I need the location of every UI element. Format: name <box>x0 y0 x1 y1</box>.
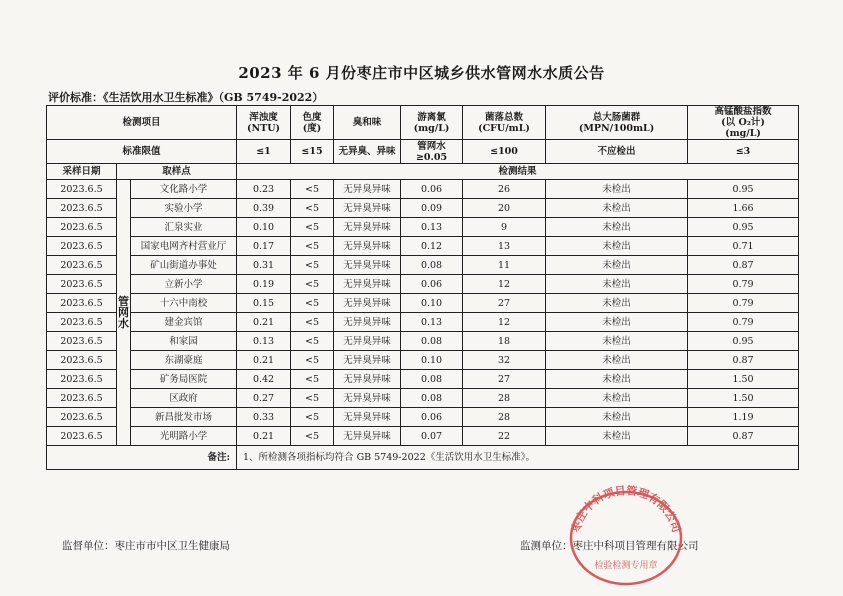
bacteria-value: 18 <box>463 332 546 351</box>
chlorine-value: 0.08 <box>401 370 463 389</box>
sampling-point: 文化路小学 <box>131 180 237 199</box>
odor-value: 无异臭异味 <box>334 180 401 199</box>
turbidity-value: 0.33 <box>237 408 291 427</box>
subheader-date: 采样日期 <box>47 164 117 180</box>
bacteria-value: 13 <box>463 237 546 256</box>
limit-chlorine: 管网水 ≥0.05 <box>401 140 463 164</box>
turbidity-value: 0.10 <box>237 218 291 237</box>
coliform-value: 未检出 <box>546 275 688 294</box>
table-row <box>47 199 799 218</box>
color-value: <5 <box>291 408 334 427</box>
odor-value: 无异臭异味 <box>334 275 401 294</box>
sampling-point: 东湖豪庭 <box>131 351 237 370</box>
sampling-point: 汇泉实业 <box>131 218 237 237</box>
permanganate-value: 0.87 <box>688 427 799 446</box>
sampling-point: 和家园 <box>131 332 237 351</box>
sampling-point: 矿务局医院 <box>131 370 237 389</box>
sample-date: 2023.6.5 <box>47 427 117 446</box>
permanganate-value: 0.95 <box>688 180 799 199</box>
table-row <box>47 351 799 370</box>
bacteria-value: 32 <box>463 351 546 370</box>
color-value: <5 <box>291 294 334 313</box>
bacteria-value: 11 <box>463 256 546 275</box>
chlorine-value: 0.08 <box>401 332 463 351</box>
color-value: <5 <box>291 332 334 351</box>
chlorine-value: 0.10 <box>401 294 463 313</box>
header-chlorine: 游离氯 (mg/L) <box>401 106 463 140</box>
coliform-value: 未检出 <box>546 427 688 446</box>
coliform-value: 未检出 <box>546 237 688 256</box>
sample-date: 2023.6.5 <box>47 313 117 332</box>
odor-value: 无异臭异味 <box>334 389 401 408</box>
turbidity-value: 0.15 <box>237 294 291 313</box>
odor-value: 无异臭异味 <box>334 237 401 256</box>
bacteria-value: 20 <box>463 199 546 218</box>
color-value: <5 <box>291 256 334 275</box>
turbidity-value: 0.13 <box>237 332 291 351</box>
permanganate-value: 0.95 <box>688 332 799 351</box>
sampling-point: 区政府 <box>131 389 237 408</box>
odor-value: 无异臭异味 <box>334 199 401 218</box>
turbidity-value: 0.27 <box>237 389 291 408</box>
permanganate-value: 0.71 <box>688 237 799 256</box>
sample-date: 2023.6.5 <box>47 370 117 389</box>
color-value: <5 <box>291 313 334 332</box>
chlorine-value: 0.13 <box>401 218 463 237</box>
sampling-point: 十六中南校 <box>131 294 237 313</box>
color-value: <5 <box>291 237 334 256</box>
color-value: <5 <box>291 218 334 237</box>
table-row <box>47 237 799 256</box>
color-value: <5 <box>291 199 334 218</box>
sampling-point: 建金宾馆 <box>131 313 237 332</box>
coliform-value: 未检出 <box>546 256 688 275</box>
color-value: <5 <box>291 275 334 294</box>
limit-color: ≤15 <box>291 140 334 164</box>
sample-date: 2023.6.5 <box>47 294 117 313</box>
header-odor: 臭和味 <box>334 106 401 140</box>
sample-date: 2023.6.5 <box>47 332 117 351</box>
sampling-point: 国家电网齐村营业厅 <box>131 237 237 256</box>
permanganate-value: 1.50 <box>688 389 799 408</box>
odor-value: 无异臭异味 <box>334 370 401 389</box>
coliform-value: 未检出 <box>546 313 688 332</box>
bacteria-value: 28 <box>463 408 546 427</box>
sample-date: 2023.6.5 <box>47 408 117 427</box>
bacteria-value: 26 <box>463 180 546 199</box>
turbidity-value: 0.23 <box>237 180 291 199</box>
header-turbidity: 浑浊度 (NTU) <box>237 106 291 140</box>
turbidity-value: 0.21 <box>237 427 291 446</box>
color-value: <5 <box>291 180 334 199</box>
supervisor-unit: 监督单位：枣庄市市中区卫生健康局 <box>62 540 230 552</box>
bacteria-value: 27 <box>463 294 546 313</box>
limit-coliform: 不应检出 <box>546 140 688 164</box>
remarks-text: 1、所检测各项指标均符合 GB 5749-2022《生活饮用水卫生标准》。 <box>237 446 799 470</box>
color-value: <5 <box>291 351 334 370</box>
permanganate-value: 1.50 <box>688 370 799 389</box>
sample-date: 2023.6.5 <box>47 275 117 294</box>
table-row <box>47 389 799 408</box>
sample-date: 2023.6.5 <box>47 351 117 370</box>
chlorine-value: 0.07 <box>401 427 463 446</box>
limits-label: 标准限值 <box>47 140 237 164</box>
sampling-point: 实验小学 <box>131 199 237 218</box>
odor-value: 无异臭异味 <box>334 294 401 313</box>
coliform-value: 未检出 <box>546 199 688 218</box>
svg-text:检验检测专用章: 检验检测专用章 <box>594 561 658 571</box>
coliform-value: 未检出 <box>546 218 688 237</box>
odor-value: 无异臭异味 <box>334 427 401 446</box>
header-color: 色度 (度) <box>291 106 334 140</box>
official-seal <box>560 478 690 588</box>
permanganate-value: 0.79 <box>688 275 799 294</box>
chlorine-value: 0.12 <box>401 237 463 256</box>
subheader-results: 检测结果 <box>237 164 799 180</box>
table-row <box>47 275 799 294</box>
subheader-point: 取样点 <box>117 164 237 180</box>
color-value: <5 <box>291 389 334 408</box>
chlorine-value: 0.08 <box>401 256 463 275</box>
bacteria-value: 12 <box>463 313 546 332</box>
bacteria-value: 12 <box>463 275 546 294</box>
sample-date: 2023.6.5 <box>47 256 117 275</box>
chlorine-value: 0.08 <box>401 389 463 408</box>
sampling-point: 立新小学 <box>131 275 237 294</box>
water-quality-table <box>46 105 799 470</box>
remarks-label: 备注: <box>47 446 237 470</box>
turbidity-value: 0.39 <box>237 199 291 218</box>
turbidity-value: 0.17 <box>237 237 291 256</box>
table-row <box>47 256 799 275</box>
header-item: 检测项目 <box>47 106 237 140</box>
header-permanganate: 高锰酸盐指数 (以 O₂计) (mg/L) <box>688 106 799 140</box>
monitor-unit: 监测单位：枣庄中科项目管理有限公司 <box>520 540 699 552</box>
permanganate-value: 1.19 <box>688 408 799 427</box>
table-row <box>47 427 799 446</box>
evaluation-standard: 评价标准：《生活饮用水卫生标准》（GB 5749-2022） <box>48 91 324 104</box>
odor-value: 无异臭异味 <box>334 256 401 275</box>
chlorine-value: 0.13 <box>401 313 463 332</box>
odor-value: 无异臭异味 <box>334 218 401 237</box>
table-row <box>47 218 799 237</box>
header-coliform: 总大肠菌群 (MPN/100mL) <box>546 106 688 140</box>
color-value: <5 <box>291 427 334 446</box>
table-row <box>47 408 799 427</box>
odor-value: 无异臭异味 <box>334 351 401 370</box>
bacteria-value: 22 <box>463 427 546 446</box>
permanganate-value: 0.79 <box>688 294 799 313</box>
turbidity-value: 0.19 <box>237 275 291 294</box>
coliform-value: 未检出 <box>546 408 688 427</box>
limit-bacteria: ≤100 <box>463 140 546 164</box>
limit-odor: 无异臭、异味 <box>334 140 401 164</box>
table-row <box>47 332 799 351</box>
chlorine-value: 0.10 <box>401 351 463 370</box>
sample-date: 2023.6.5 <box>47 180 117 199</box>
sample-date: 2023.6.5 <box>47 218 117 237</box>
table-row <box>47 294 799 313</box>
permanganate-value: 0.87 <box>688 351 799 370</box>
coliform-value: 未检出 <box>546 180 688 199</box>
odor-value: 无异臭异味 <box>334 332 401 351</box>
sampling-point: 新昌批发市场 <box>131 408 237 427</box>
sample-date: 2023.6.5 <box>47 237 117 256</box>
limit-permanganate: ≤3 <box>688 140 799 164</box>
sampling-point: 光明路小学 <box>131 427 237 446</box>
coliform-value: 未检出 <box>546 389 688 408</box>
coliform-value: 未检出 <box>546 370 688 389</box>
document-title: 2023 年 6 月份枣庄市中区城乡供水管网水水质公告 <box>238 64 605 82</box>
chlorine-value: 0.06 <box>401 275 463 294</box>
limit-turbidity: ≤1 <box>237 140 291 164</box>
coliform-value: 未检出 <box>546 351 688 370</box>
category-cell: 管 网 水 <box>117 180 131 446</box>
coliform-value: 未检出 <box>546 294 688 313</box>
odor-value: 无异臭异味 <box>334 408 401 427</box>
permanganate-value: 0.79 <box>688 313 799 332</box>
chlorine-value: 0.09 <box>401 199 463 218</box>
permanganate-value: 0.87 <box>688 256 799 275</box>
table-row <box>47 370 799 389</box>
table-row <box>47 313 799 332</box>
coliform-value: 未检出 <box>546 332 688 351</box>
sample-date: 2023.6.5 <box>47 389 117 408</box>
table-row <box>47 180 799 199</box>
chlorine-value: 0.06 <box>401 180 463 199</box>
color-value: <5 <box>291 370 334 389</box>
turbidity-value: 0.21 <box>237 351 291 370</box>
svg-text:枣庄中科项目管理有限公司: 枣庄中科项目管理有限公司 <box>569 484 683 534</box>
sampling-point: 矿山街道办事处 <box>131 256 237 275</box>
bacteria-value: 27 <box>463 370 546 389</box>
permanganate-value: 1.66 <box>688 199 799 218</box>
header-bacteria: 菌落总数 (CFU/mL) <box>463 106 546 140</box>
turbidity-value: 0.21 <box>237 313 291 332</box>
sample-date: 2023.6.5 <box>47 199 117 218</box>
chlorine-value: 0.06 <box>401 408 463 427</box>
bacteria-value: 9 <box>463 218 546 237</box>
turbidity-value: 0.42 <box>237 370 291 389</box>
bacteria-value: 28 <box>463 389 546 408</box>
odor-value: 无异臭异味 <box>334 313 401 332</box>
turbidity-value: 0.31 <box>237 256 291 275</box>
permanganate-value: 0.95 <box>688 218 799 237</box>
